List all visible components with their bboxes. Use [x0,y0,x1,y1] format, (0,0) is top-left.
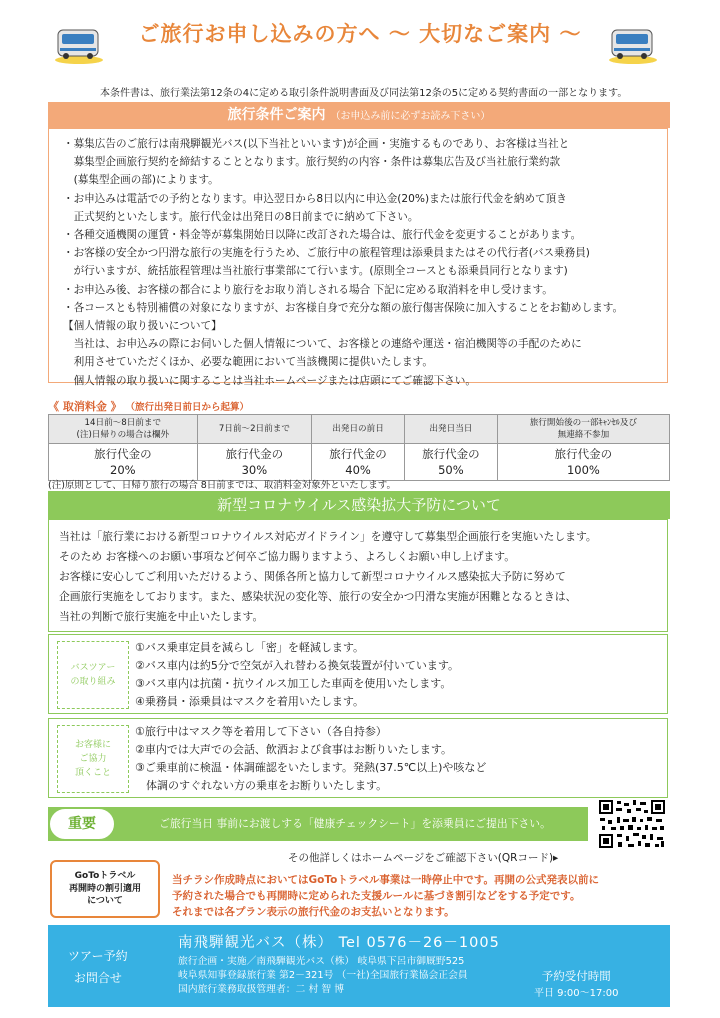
footer-company: 南飛騨観光バス（株） Tel 0576－26－1005 [178,935,500,951]
goto-line: 当チラシ作成時点においてはGoToトラベル事業は一時停止中です。再開の公式発表以前に [172,874,599,886]
covid-line: 当社の判断で旅行実施を中止いたします。 [59,610,264,623]
qr-note: その他詳しくはホームページをご確認下さい(QRコード)▸ [288,852,559,864]
page-title: ご旅行お申し込みの方へ 〜 大切なご案内 〜 [138,22,582,46]
bus-logo-right [606,22,660,66]
list-item: ①バス乗車定員を減らし「密」を軽減します。 [135,641,364,654]
hours-value: 平日 9:00〜17:00 [534,988,619,999]
footer-details [178,955,468,997]
list-item: ④乗務員・添乗員はマスクを着用いたします。 [135,695,364,708]
cancellation-fee-cell: 旅行代金の 30% [197,444,311,481]
bus-tour-measures [48,634,668,714]
cancellation-header-row [49,415,670,444]
cancellation-title [48,398,249,414]
important-text: ご旅行当日 事前にお渡しする「健康チェックシート」を添乗員にご提出下さい。 [159,817,551,830]
cancellation-fee-cell: 旅行代金の 50% [404,444,497,481]
cancellation-header-cell: 14日前〜8日前まで (注)日帰りの場合は欄外 [49,415,198,444]
cancellation-header-cell: 旅行開始後の一部ｷｬﾝｾﾙ及び 無連絡不参加 [497,415,669,444]
conditions-subtitle: （お申込み前に必ずお読み下さい） [330,111,491,122]
list-item: ②バス車内は約5分で空気が入れ替わる換気装置が付いています。 [135,659,459,672]
cancellation-note: (注)原則として、日帰り旅行の場合 8日前までは、取消料金対象外といたします。 [48,480,397,491]
conditions-line: (募集型企画の部)によります。 [63,174,219,187]
qr-code-icon[interactable] [598,799,666,849]
cancellation-header-cell: 出発日当日 [404,415,497,444]
customer-tag: お客様に ご協力 頂くこと [57,725,129,793]
goto-line: 予約された場合でも再開時に定められた支援ルールに基づき割引などをする予定です。 [172,890,581,902]
cancellation-header-cell: 出発日の前日 [312,415,405,444]
footer-line: 国内旅行業務取扱管理者：二 村 智 博 [178,984,345,995]
hours-label: 予約受付時間 [541,969,611,983]
covid-box [48,519,668,632]
conditions-header [48,102,670,128]
conditions-title: 旅行条件ご案内 [227,107,326,123]
footer-hours [534,965,618,1001]
conditions-line: ・各コースとも特別補償の対象になりますが、お客様自身で充分な額の旅行傷害保険に加入することをお勧めします。 [63,301,624,314]
cancellation-title-text: 《 取消料金 》 [48,400,122,413]
goto-line: それまでは各プラン表示の旅行代金のお支払いとなります。 [172,906,455,918]
cancellation-fee-cell: 旅行代金の 40% [312,444,405,481]
intro-text: 本条件書は、旅行業法第12条の4に定める取引条件説明書面及び同法第12条の5に定める契約書面の一部となります。 [100,88,628,99]
covid-header: 新型コロナウイルス感染拡大予防について [48,491,670,519]
conditions-box [48,128,668,387]
conditions-line: が行いますが、統括旅程管理は当社旅行事業部にて行います。(原則全コースとも添乗員同行となります) [63,265,568,278]
list-item: ③ご乗車前に検温・体調確認をいたします。発熱(37.5℃以上)や咳など [135,761,487,774]
goto-travel-box: GoToトラベル 再開時の割引適用 について [50,860,160,918]
conditions-line: 利用させていただくほか、必要な範囲において当該機関に提供いたします。 [63,356,433,369]
list-item: ②車内では大声での会話、飲酒および食事はお断りいたします。 [135,743,452,756]
customer-list [135,723,486,795]
covid-line: 企画旅行実施をしております。また、感染状況の変化等、旅行の安全かつ円滑な実施が困難となるときは、 [59,590,577,603]
footer-contact-label: ツアー予約 お問合せ [68,949,128,985]
bus-tour-tag: バスツアー の取り組み [57,641,129,709]
covid-line: お客様に安心してご利用いただけるよう、関係各所と協力して新型コロナウイルス感染拡大予防に努めて [59,570,566,583]
covid-line: そのため お客様へのお願い事項など何卒ご協力賜りますよう、よろしくお願い申し上げます。 [59,550,516,563]
footer [48,925,670,1007]
conditions-line: ・募集広告のご旅行は南飛騨観光バス(以下当社といいます)が企画・実施するものであり、お客様は当社と [63,138,570,150]
footer-line: 旅行企画・実施／南飛騨観光バス（株） 岐阜県下呂市御厩野525 [178,956,465,967]
conditions-line: 募集型企画旅行契約を締結することとなります。旅行契約の内容・条件は募集広告及び当社旅行業約款 [63,156,561,169]
cancellation-fee-cell: 旅行代金の 100% [497,444,669,481]
cancellation-subtitle: （旅行出発日前日から起算） [125,402,250,413]
important-label: 重要 [48,807,116,841]
customer-requests [48,718,668,798]
conditions-line: 当社は、お申込みの際にお伺いした個人情報について、お客様との連絡や運送・宿泊機関等の手配のために [63,338,582,351]
conditions-line: ・各種交通機関の運賃・料金等が募集開始日以降に改訂された場合は、旅行代金を変更することがあります。 [63,229,582,242]
list-item: 体調のすぐれない方の乗車をお断りいたします。 [135,779,388,792]
covid-line: 当社は「旅行業における新型コロナウイルス対応ガイドライン」を遵守して募集型企画旅行を実施いたします。 [59,530,597,543]
list-item: ③バス車内は抗菌・抗ウイルス加工した車両を使用いたします。 [135,677,452,690]
conditions-line: 個人情報の取り扱いに関することは当社ホームページまたは店頭にてご確認下さい。 [63,374,476,387]
cancellation-table [48,414,670,481]
list-item: ①旅行中はマスク等を着用して下さい（各自持参） [135,725,387,738]
conditions-line: ・お申込みは電話での予約となります。申込翌日から8日以内に申込金(20%)または旅行代金を納めて頂き [63,192,567,205]
conditions-line: 正式契約といたします。旅行代金は出発日の8日前までに納めて下さい。 [63,210,419,223]
conditions-line: ・お客様の安全かつ円滑な旅行の実施を行うため、ご旅行中の旅程管理は添乗員またはその代行者(バス乗務員) [63,247,590,260]
goto-travel-text [172,872,599,920]
cancellation-fee-row [49,444,670,481]
conditions-line: ・お申込み後、お客様の都合により旅行をお取り消しされる場合 下記に定める取消料を申し受けます。 [63,283,553,296]
conditions-line: 【個人情報の取り扱いについて】 [63,320,222,333]
cancellation-header-cell: 7日前〜2日前まで [197,415,311,444]
cancellation-fee-cell: 旅行代金の 20% [49,444,198,481]
footer-line: 岐阜県知事登録旅行業 第2－321号 （一社)全国旅行業協会正会員 [178,970,468,981]
bus-logo-left [52,22,106,66]
bus-tour-list [135,639,459,711]
